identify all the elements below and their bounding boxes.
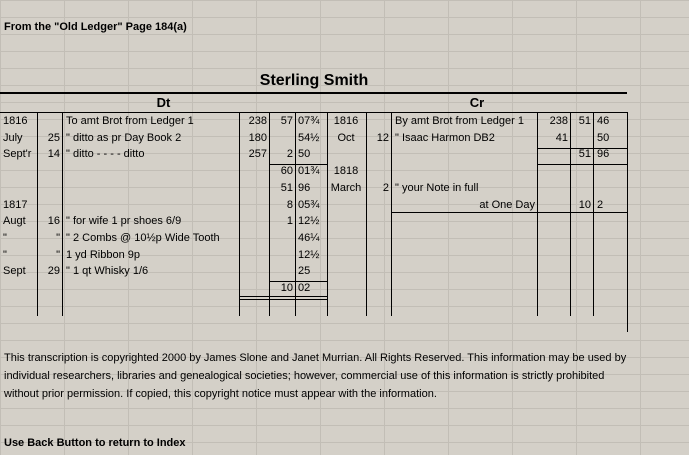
ledger-cell-cr-d	[597, 281, 625, 296]
ledger-cell-dt-desc: " ditto as pr Day Book 2	[66, 131, 182, 144]
ledger-cell-cr-l	[537, 281, 568, 296]
ledger-cell-dt-l	[239, 164, 267, 179]
dt-heading: Dt	[156, 95, 171, 110]
ledger-cell-cr-year: March	[330, 181, 362, 194]
ledger-cell-dt-desc: " 2 Combs @ 10½p Wide Tooth	[66, 231, 220, 244]
ledger-cell-cr-l	[537, 214, 568, 229]
ledger-cell-cr-day	[366, 264, 389, 279]
ledger-cell-dt-d: 25	[298, 265, 311, 278]
ledger-cell-dt-s	[269, 231, 293, 246]
ledger-cell-cr-s	[570, 231, 591, 246]
ledger-cell-cr-desc: " your Note in full	[395, 181, 479, 194]
ledger-cell-cr-year: 1816	[333, 115, 359, 127]
ledger-cell-cr-desc	[395, 248, 535, 263]
ledger-cell-cr-year: 1818	[333, 165, 359, 178]
ledger-cell-cr-year	[328, 281, 364, 296]
ledger-cell-cr-desc	[395, 147, 535, 162]
ledger-cell-dt-desc	[66, 281, 238, 296]
ledger-cell-dt-desc	[66, 181, 238, 196]
column-rule	[62, 112, 63, 316]
ledger-cell-cr-day	[366, 164, 389, 179]
ledger-cell-cr-d	[597, 248, 625, 263]
ledger-header-divider	[0, 112, 627, 113]
ledger-cell-dt-l	[239, 181, 267, 196]
ledger-cell-dt-s: 1	[286, 215, 293, 228]
ledger-cell-cr-s	[570, 264, 591, 279]
ledger-cell-dt-s: 2	[286, 148, 293, 161]
ledger-cell-dt-s: 60	[280, 165, 293, 178]
ledger-cell-dt-d: 50	[298, 148, 311, 161]
ledger-cell-dt-year: July	[3, 131, 23, 144]
ledger-cell-dt-l: 257	[248, 148, 267, 161]
ledger-cell-dt-day	[37, 198, 60, 213]
ledger-cell-dt-year: Sept'r	[3, 148, 32, 161]
ledger-cell-dt-year: "	[3, 248, 7, 261]
ledger-cell-dt-d: 12½	[298, 248, 320, 261]
ledger-cell-cr-l	[537, 231, 568, 246]
ledger-cell-cr-d: 2	[597, 198, 604, 211]
ledger-cell-cr-d	[597, 181, 625, 196]
ledger-cell-cr-day	[366, 147, 389, 162]
ledger-cell-cr-year	[328, 214, 364, 229]
ledger-cell-cr-desc	[395, 281, 535, 296]
source-heading: From the "Old Ledger" Page 184(a)	[4, 21, 187, 33]
ledger-cell-dt-d: 07¾	[298, 115, 320, 127]
ledger-cell-dt-d: 12½	[298, 215, 320, 228]
ledger-cell-dt-l: 238	[248, 115, 267, 127]
ledger-cell-cr-s	[570, 281, 591, 296]
ledger-cell-cr-d: 96	[597, 148, 610, 161]
ledger-cell-cr-s: 10	[578, 198, 591, 211]
ledger-cell-dt-day	[37, 281, 60, 296]
ledger-cell-dt-day: "	[56, 248, 60, 261]
ledger-cell-dt-day: 29	[47, 265, 60, 278]
ledger-cell-dt-l: 180	[248, 131, 267, 144]
ledger-cell-cr-year	[328, 264, 364, 279]
total-rule	[239, 296, 327, 297]
ledger-cell-cr-l	[537, 181, 568, 196]
ledger-cell-dt-day	[37, 181, 60, 196]
total-rule	[239, 299, 327, 300]
ledger-cell-dt-s: 51	[280, 181, 293, 194]
ledger-cell-dt-s: 10	[280, 282, 293, 294]
ledger-cell-dt-l	[239, 248, 267, 263]
copyright-notice: This transcription is copyrighted 2000 by James Slone and Janet Murrian. All Rights Reserved. This information may be used by individual researchers, libraries and genealogical societies; however, commercial use of this information is strictly prohibited without prior permission. If copied, this copyright notice must appear with the information.	[4, 352, 627, 400]
ledger-cell-dt-d: 01¾	[298, 165, 320, 178]
ledger-cell-dt-year	[3, 181, 35, 196]
ledger-cell-dt-year: "	[3, 231, 7, 244]
ledger-cell-cr-s: 51	[578, 148, 591, 161]
ledger-cell-cr-desc: By amt Brot from Ledger 1	[395, 115, 524, 127]
ledger-cell-dt-d: 05¾	[298, 198, 320, 211]
ledger-cell-dt-desc: " for wife 1 pr shoes 6/9	[66, 215, 182, 228]
ledger-cell-cr-d	[597, 164, 625, 179]
ledger-cell-dt-year: 1816	[3, 115, 28, 127]
ledger-cell-cr-day: 2	[382, 181, 389, 194]
column-rule	[295, 112, 296, 316]
ledger-cell-cr-day	[366, 198, 389, 213]
ledger-cell-dt-year	[3, 164, 35, 179]
column-rule	[391, 112, 392, 316]
ledger-cell-cr-s	[570, 131, 591, 146]
ledger-cell-cr-l	[537, 248, 568, 263]
ledger-cell-cr-d	[597, 214, 625, 229]
ledger-cell-dt-l	[239, 264, 267, 279]
ledger-cell-cr-day	[366, 214, 389, 229]
ledger-cell-cr-year	[328, 231, 364, 246]
ledger-cell-dt-day	[37, 164, 60, 179]
ledger-cell-dt-day: "	[56, 231, 60, 244]
ledger-cell-dt-d: 46¼	[298, 231, 320, 244]
ledger-cell-cr-l	[537, 147, 568, 162]
ledger-cell-cr-desc: " Isaac Harmon DB2	[395, 131, 495, 144]
ledger-cell-cr-l	[537, 264, 568, 279]
ledger-cell-cr-desc	[395, 164, 535, 179]
ledger-cell-dt-d: 96	[298, 181, 311, 194]
cr-heading: Cr	[469, 95, 485, 110]
ledger-cell-dt-s	[269, 248, 293, 263]
ledger-cell-dt-s	[269, 131, 293, 146]
ledger-cell-dt-year: 1817	[3, 198, 28, 211]
ledger-cell-cr-d: 46	[597, 115, 610, 127]
ledger-cell-dt-l	[239, 198, 267, 213]
ledger-cell-dt-year: Augt	[3, 215, 26, 228]
ledger-cell-dt-desc	[66, 198, 238, 213]
ledger-cell-cr-desc	[395, 231, 535, 246]
ledger-cell-dt-s: 57	[280, 115, 293, 127]
ledger-cell-dt-day: 25	[47, 131, 60, 144]
ledger-cell-dt-desc: 1 yd Ribbon 9p	[66, 248, 140, 261]
ledger-top-border	[0, 92, 627, 94]
ledger-cell-dt-d: 02	[298, 282, 311, 294]
ledger-cell-dt-d: 54½	[298, 131, 320, 144]
ledger-cell-cr-day	[366, 248, 389, 263]
ledger-cell-cr-day	[366, 281, 389, 296]
ledger-cell-cr-day	[366, 231, 389, 246]
ledger-cell-cr-l: 238	[549, 115, 568, 127]
ledger-cell-dt-desc	[66, 164, 238, 179]
ledger-cell-dt-day: 16	[47, 215, 60, 228]
back-to-index-link[interactable]: Use Back Button to return to Index	[4, 437, 186, 449]
ledger-cell-cr-desc	[395, 264, 535, 279]
ledger-cell-cr-s	[570, 214, 591, 229]
ledger-cell-dt-s: 8	[286, 198, 293, 211]
ledger-cell-cr-l: 41	[555, 131, 568, 144]
ledger-cell-cr-s	[570, 164, 591, 179]
ledger-cell-dt-l	[239, 281, 267, 296]
ledger-cell-cr-year	[328, 198, 364, 213]
ledger-cell-dt-day	[37, 114, 60, 129]
ledger-cell-cr-day	[366, 114, 389, 129]
ledger-cell-dt-year	[3, 281, 35, 296]
ledger-cell-dt-l	[239, 231, 267, 246]
column-rule	[627, 112, 628, 332]
ledger-cell-cr-s	[570, 248, 591, 263]
ledger-cell-cr-l	[537, 164, 568, 179]
ledger-cell-cr-s: 51	[578, 115, 591, 127]
ledger-cell-dt-desc: " 1 qt Whisky 1/6	[66, 265, 149, 278]
ledger-cell-cr-year	[328, 248, 364, 263]
ledger-cell-cr-year	[328, 147, 364, 162]
ledger-cell-dt-l	[239, 214, 267, 229]
ledger-cell-cr-d: 50	[597, 131, 610, 144]
ledger-cell-cr-d	[597, 231, 625, 246]
column-rule	[593, 112, 594, 316]
ledger-cell-cr-year: Oct	[337, 131, 355, 144]
ledger-cell-dt-year: Sept	[3, 265, 26, 278]
ledger-cell-dt-desc: To amt Brot from Ledger 1	[66, 115, 194, 127]
ledger-cell-cr-l	[537, 198, 568, 213]
ledger-title: Sterling Smith	[259, 72, 369, 89]
ledger-cell-cr-desc: at One Day	[479, 198, 535, 211]
ledger-cell-dt-day: 14	[47, 148, 60, 161]
ledger-cell-cr-s	[570, 181, 591, 196]
ledger-cell-cr-desc	[395, 214, 535, 229]
ledger-cell-cr-d	[597, 264, 625, 279]
ledger-cell-cr-day: 12	[376, 131, 389, 144]
ledger-cell-dt-s	[269, 264, 293, 279]
ledger-cell-dt-desc: " ditto - - - - ditto	[66, 148, 145, 161]
